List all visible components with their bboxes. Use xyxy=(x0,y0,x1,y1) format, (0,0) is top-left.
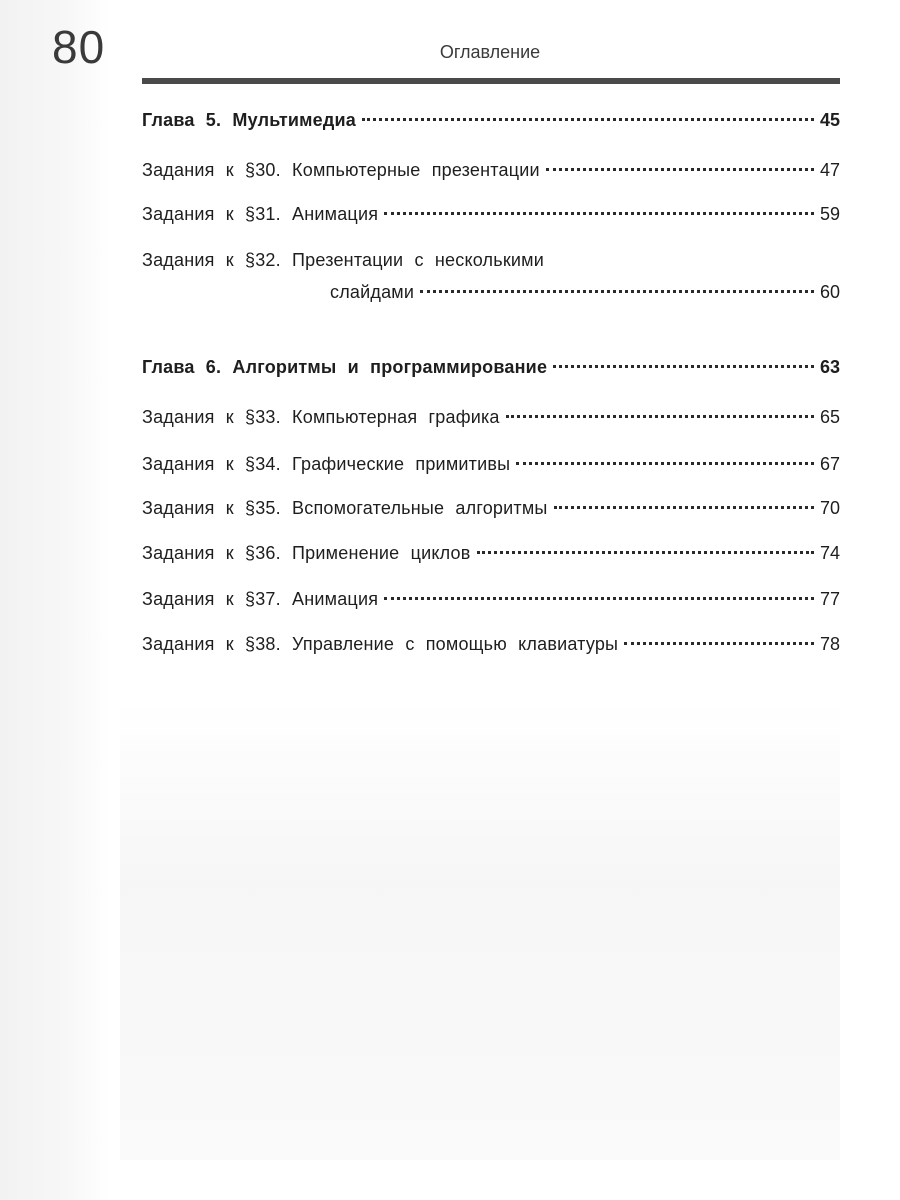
dot-leader xyxy=(624,642,814,645)
toc-entry-page: 67 xyxy=(819,454,840,474)
page-margin-shade xyxy=(0,0,110,1200)
dot-leader xyxy=(362,118,814,121)
bleed-through-shade xyxy=(120,700,840,1160)
toc-entry-title: Задания к §36. Применение циклов xyxy=(142,543,471,563)
toc-chapter-5[interactable] xyxy=(142,108,840,132)
toc-section-36[interactable] xyxy=(142,541,840,565)
toc-entry-title: Задания к §34. Графические примитивы xyxy=(142,454,511,474)
toc-entry-title-line2: слайдами xyxy=(330,282,415,302)
dot-leader xyxy=(553,365,814,368)
toc-section-35[interactable] xyxy=(142,496,840,520)
toc-entry-title: Задания к §37. Анимация xyxy=(142,589,379,609)
dot-leader xyxy=(554,506,814,509)
dot-leader xyxy=(384,597,814,600)
toc-section-31[interactable] xyxy=(142,202,840,226)
toc-section-32[interactable] xyxy=(142,248,840,304)
running-title: Оглавление xyxy=(439,42,541,62)
toc-entry-title: Задания к §35. Вспомогательные алгоритмы xyxy=(142,498,548,518)
dot-leader xyxy=(546,168,814,171)
page-number: 80 xyxy=(52,21,106,73)
dot-leader xyxy=(506,415,814,418)
toc-entry-page: 59 xyxy=(819,204,840,224)
toc-entry-title: Задания к §38. Управление с помощью клавиатуры xyxy=(142,634,619,654)
toc-entry-title: Глава 5. Мультимедиа xyxy=(142,110,356,130)
toc-section-33[interactable] xyxy=(142,405,840,429)
dot-leader xyxy=(384,212,814,215)
toc-section-34[interactable] xyxy=(142,452,840,476)
toc-entry-title: Задания к §30. Компьютерные презентации xyxy=(142,160,540,180)
toc-section-37[interactable] xyxy=(142,587,840,611)
toc-entry-page: 78 xyxy=(819,634,840,654)
toc-entry-page: 70 xyxy=(819,498,840,518)
toc-entry-title: Задания к §31. Анимация xyxy=(142,204,379,224)
toc-entry-page: 47 xyxy=(819,160,840,180)
toc-section-30[interactable] xyxy=(142,158,840,182)
header-rule xyxy=(142,78,840,84)
toc-entry-page: 63 xyxy=(819,357,840,377)
dot-leader xyxy=(420,290,814,293)
dot-leader xyxy=(477,551,814,554)
toc-entry-title: Задания к §33. Компьютерная графика xyxy=(142,407,500,427)
toc-entry-page: 74 xyxy=(819,543,840,563)
toc-chapter-6[interactable] xyxy=(142,355,840,379)
toc-entry-page: 77 xyxy=(819,589,840,609)
toc-entry-title-line1: Задания к §32. Презентации с несколькими xyxy=(142,250,544,270)
toc-entry-title: Глава 6. Алгоритмы и программирование xyxy=(142,357,548,377)
toc-entry-page: 60 xyxy=(819,282,840,302)
toc-entry-page: 45 xyxy=(819,110,840,130)
toc-section-38[interactable] xyxy=(142,632,840,656)
dot-leader xyxy=(516,462,814,465)
toc-entry-page: 65 xyxy=(819,407,840,427)
